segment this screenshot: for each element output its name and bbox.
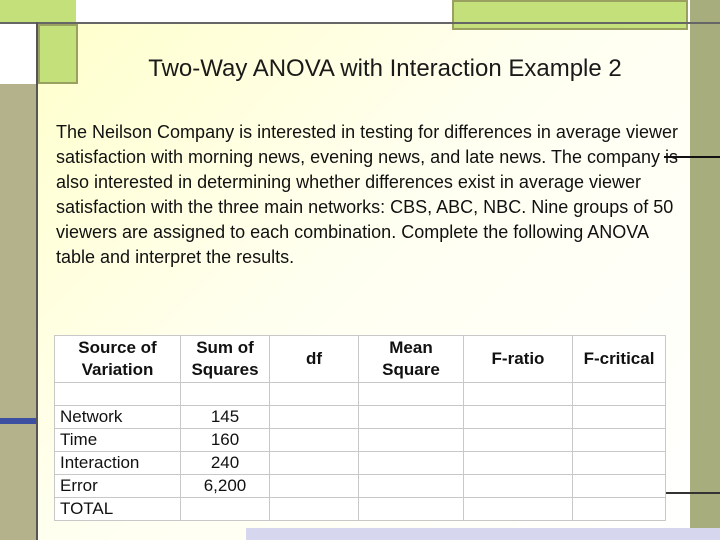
table-row xyxy=(55,429,666,452)
cell-ms xyxy=(359,429,464,452)
table-header-row xyxy=(55,336,666,383)
deco-lavender-bar-bottom xyxy=(246,528,720,540)
cell-fcrit xyxy=(573,429,666,452)
cell-ss: 145 xyxy=(181,406,270,429)
header-ms xyxy=(359,336,464,383)
cell-f xyxy=(464,498,573,521)
header-fcrit xyxy=(573,336,666,383)
slide-title: Two-Way ANOVA with Interaction Example 2 xyxy=(148,55,622,82)
cell-ss: 240 xyxy=(181,452,270,475)
deco-green-bar-top-left xyxy=(0,0,76,22)
cell-fcrit xyxy=(573,452,666,475)
cell-ss: 160 xyxy=(181,429,270,452)
cell-df xyxy=(270,498,359,521)
cell-source: Error xyxy=(55,475,181,498)
cell-source: Interaction xyxy=(55,452,181,475)
cell-df xyxy=(270,429,359,452)
cell-ss: 6,200 xyxy=(181,475,270,498)
cell-f xyxy=(464,475,573,498)
header-fcrit-text: F-critical xyxy=(583,349,655,368)
header-df-text: df xyxy=(305,349,323,368)
header-ss xyxy=(181,336,270,383)
cell-fcrit xyxy=(573,475,666,498)
table-row xyxy=(55,406,666,429)
cell-ms xyxy=(359,452,464,475)
header-source xyxy=(55,336,181,383)
cell-df xyxy=(270,452,359,475)
deco-blue-stripe-left xyxy=(0,418,36,424)
cell-fcrit xyxy=(573,498,666,521)
table-row xyxy=(55,498,666,521)
deco-olive-bar-right xyxy=(690,0,720,540)
deco-dark-line-top xyxy=(0,22,720,24)
deco-dark-line-left xyxy=(36,22,38,540)
header-f xyxy=(464,336,573,383)
cell-ms xyxy=(359,475,464,498)
deco-green-block-title xyxy=(38,24,78,84)
cell-f xyxy=(464,452,573,475)
cell-fcrit xyxy=(573,406,666,429)
cell-source: Network xyxy=(55,406,181,429)
header-ss-text: Sum of Squares xyxy=(191,338,259,379)
header-f-text: F-ratio xyxy=(491,349,545,368)
table-row xyxy=(55,452,666,475)
table-row xyxy=(55,475,666,498)
deco-black-line-right-bottom xyxy=(664,492,720,494)
cell-ss xyxy=(181,498,270,521)
cell-source: TOTAL xyxy=(55,498,181,521)
header-ms-text: Mean Square xyxy=(382,338,440,379)
cell-ms xyxy=(359,406,464,429)
cell-df xyxy=(270,406,359,429)
cell-df xyxy=(270,475,359,498)
cell-f xyxy=(464,406,573,429)
cell-f xyxy=(464,429,573,452)
cell-ms xyxy=(359,498,464,521)
header-source-text: Source of Variation xyxy=(78,338,157,379)
table-spacer-row xyxy=(55,383,666,406)
deco-green-bar-top-right xyxy=(452,0,688,30)
slide-body-text: The Neilson Company is interested in testing for differences in average viewer satisfaction with morning news, evening news, and late news. The company is also interested in determining whether differences exist in average viewer satisfaction with the three main networks: CBS, ABC, NBC. Nine groups of 50 viewers are assigned to each combination. Complete the following ANOVA table and interpret the results. xyxy=(56,122,678,267)
anova-table xyxy=(54,335,666,521)
deco-olive-bar-left xyxy=(0,84,36,540)
header-df xyxy=(270,336,359,383)
cell-source: Time xyxy=(55,429,181,452)
